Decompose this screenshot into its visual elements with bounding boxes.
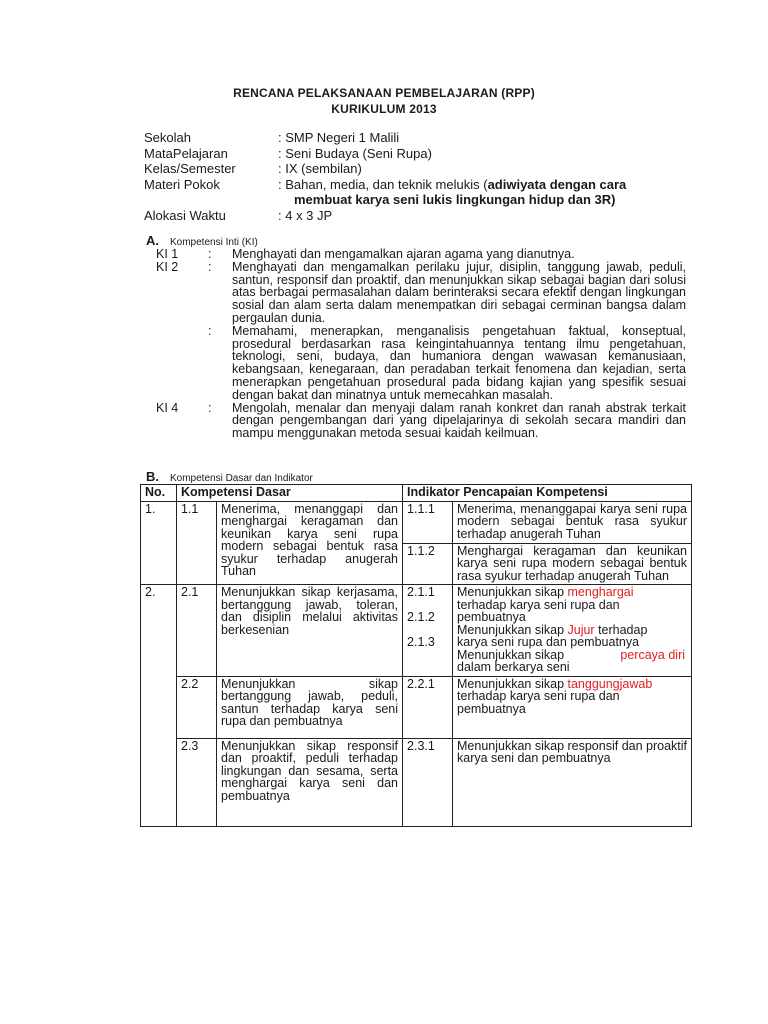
info-row-sekolah bbox=[144, 130, 704, 146]
info-label: Alokasi Waktu bbox=[144, 207, 226, 223]
ki-item bbox=[156, 325, 686, 402]
kd-number: 2.1 bbox=[177, 585, 217, 677]
info-label: MataPelajaran bbox=[144, 145, 228, 161]
document-subtitle: KURIKULUM 2013 bbox=[331, 102, 437, 116]
info-block bbox=[144, 130, 704, 223]
table-header-row bbox=[141, 485, 692, 502]
indicator-keyword: tanggungjawab bbox=[567, 676, 653, 691]
ki-item bbox=[156, 261, 686, 325]
kd-text: Menunjukkan sikap kerjasama, bertanggung jawab, toleran, dan disiplin melalui aktivitas berkesenian bbox=[217, 585, 403, 677]
ki-colon: : bbox=[208, 323, 212, 338]
indicator-text: Menunjukkan sikap bbox=[457, 647, 565, 662]
info-value: : Seni Budaya (Seni Rupa) bbox=[278, 145, 432, 161]
header-no: No. bbox=[141, 485, 177, 502]
ki-text: Mengolah, menalar dan menyaji dalam ranah konkret dan ranah abstrak terkait dengan pengembangan dari yang dipelajarinya di sekolah secara mandiri dan mampu menggunakan metoda sesuai kaidah keilmuan. bbox=[232, 400, 686, 441]
kd-text: Menunjukkan sikap bertanggung jawab, peduli, santun terhadap karya seni rupa dan pembuatnya bbox=[217, 676, 403, 738]
info-value: : 4 x 3 JP bbox=[278, 207, 333, 223]
indicator-number: 1.1.2 bbox=[403, 543, 453, 585]
indicator-numbers bbox=[403, 585, 453, 677]
indicator-text: Menerima, menanggapai karya seni rupa modern sebagai bentuk rasa syukur terhadap anugerah Tuhan bbox=[453, 501, 692, 543]
ki-label: KI 1 bbox=[156, 247, 179, 261]
indicator-number: 1.1.1 bbox=[403, 501, 453, 543]
indicator-keyword: Jujur bbox=[567, 622, 595, 637]
materi-continuation: membuat karya seni lukis lingkungan hidup dan 3R) bbox=[294, 192, 616, 207]
kd-number: 2.3 bbox=[177, 738, 217, 826]
header-kd: Kompetensi Dasar bbox=[177, 485, 403, 502]
info-value bbox=[278, 177, 704, 193]
indicator-text: terhadap karya seni rupa dan pembuatnya bbox=[457, 597, 620, 624]
row-no: 1. bbox=[141, 501, 177, 585]
ki-colon: : bbox=[208, 259, 212, 274]
ki-text: Menghayati dan mengamalkan perilaku jujur, disiplin, tanggung jawab, peduli, santun, responsif dan proaktif, dan menunjukkan sikap sebagai bagian dari solusi atas berbagai permasalahan dalam berinteraksi secara efektif dengan lingkungan sosial dan alam serta dalam menempatkan diri sebagai cerminan bangsa dalam pergaulan dunia. bbox=[232, 259, 686, 325]
ki-item bbox=[156, 248, 686, 261]
kd-text: Menerima, menanggapi dan menghargai keragaman dan keunikan karya seni rupa modern sebagai bentuk rasa syukur terhadap anugerah Tuhan bbox=[217, 501, 403, 585]
indicator-keyword: percaya diri bbox=[620, 647, 686, 662]
kd-text: Menunjukkan sikap responsif dan proaktif, peduli terhadap lingkungan dan sesama, serta menghargai karya seni dan pembuatnya bbox=[217, 738, 403, 826]
competency-table bbox=[140, 484, 692, 827]
materi-bold: adiwiyata dengan cara bbox=[487, 176, 627, 192]
indicator-text: Menunjukkan sikap bbox=[457, 585, 568, 599]
indicator-texts bbox=[453, 585, 692, 677]
indicator-text: karya seni rupa dan pembuatnya bbox=[457, 635, 640, 649]
info-value: : SMP Negeri 1 Malili bbox=[278, 130, 400, 145]
info-row-kelas bbox=[144, 161, 704, 177]
indicator-line bbox=[457, 586, 687, 599]
materi-prefix: : Bahan, media, dan teknik melukis ( bbox=[278, 176, 488, 192]
indicator-text: Menunjukkan sikap bbox=[457, 622, 568, 637]
ki-label bbox=[156, 325, 208, 402]
table-row bbox=[141, 738, 692, 826]
ki-colon: : bbox=[208, 400, 212, 415]
indicator-number: 2.1.2 bbox=[407, 610, 435, 624]
table-row bbox=[141, 676, 692, 738]
document-title: RENCANA PELAKSANAAN PEMBELAJARAN (RPP) bbox=[233, 86, 535, 100]
info-row-materi bbox=[144, 177, 704, 193]
indicator-number: 2.1.1 bbox=[407, 585, 435, 599]
indicator-texts bbox=[453, 676, 692, 738]
indicator-text: Menunjukkan sikap bbox=[457, 676, 568, 691]
indicator-number: 2.3.1 bbox=[403, 738, 453, 826]
info-label: Sekolah bbox=[144, 130, 191, 145]
indicator-number: 2.1.3 bbox=[407, 635, 435, 649]
info-label: Kelas/Semester bbox=[144, 161, 236, 176]
ki-text: Menghayati dan mengamalkan ajaran agama yang dianutnya. bbox=[232, 247, 575, 261]
section-letter: B. bbox=[146, 469, 159, 484]
indicator-text: dalam berkarya seni bbox=[457, 660, 570, 674]
ki-list bbox=[156, 248, 686, 440]
section-letter: A. bbox=[146, 233, 159, 248]
header-indicator: Indikator Pencapaian Kompetensi bbox=[403, 485, 692, 502]
ki-item bbox=[156, 402, 686, 440]
indicator-text: terhadap bbox=[594, 622, 648, 637]
row-no: 2. bbox=[141, 585, 177, 827]
info-row-mapel bbox=[144, 146, 704, 162]
table-row bbox=[141, 585, 692, 677]
section-a-heading bbox=[146, 233, 258, 248]
indicator-text: terhadap karya seni rupa dan pembuatnya bbox=[457, 689, 620, 716]
indicator-number: 2.2.1 bbox=[403, 676, 453, 738]
indicator-text: Menunjukkan sikap responsif dan proaktif karya seni dan pembuatnya bbox=[453, 738, 692, 826]
info-label: Materi Pokok bbox=[144, 176, 220, 192]
ki-text: Memahami, menerapkan, menganalisis pengetahuan faktual, konseptual, prosedural berdasarkan rasa keingintahuannya tentang ilmu pengetahuan, teknologi, seni, budaya, dan humaniora dengan wawasan kemanusiaan, kebangsaan, kenegaraan, dan peradaban terkait fenomena dan kejadian, serta menerapkan pengetahuan prosedural pada bidang kajian yang spesifik sesuai dengan bakat dan minatnya untuk memecahkan masalah. bbox=[232, 323, 686, 402]
ki-label: KI 2 bbox=[156, 259, 179, 274]
info-value: : IX (sembilan) bbox=[278, 161, 362, 176]
table-row bbox=[141, 501, 692, 543]
kd-number: 1.1 bbox=[177, 501, 217, 585]
kd-number: 2.2 bbox=[177, 676, 217, 738]
section-b-heading bbox=[146, 469, 313, 484]
ki-colon: : bbox=[208, 247, 212, 261]
indicator-keyword: menghargai bbox=[567, 585, 634, 599]
section-title: Kompetensi Inti (KI) bbox=[170, 237, 258, 248]
indicator-text: Menghargai keragaman dan keunikan karya seni rupa modern sebagai bentuk rasa syukur terhadap anugerah Tuhan bbox=[453, 543, 692, 585]
info-row-alokasi bbox=[144, 208, 704, 224]
ki-label: KI 4 bbox=[156, 400, 179, 415]
section-title: Kompetensi Dasar dan Indikator bbox=[170, 473, 313, 484]
